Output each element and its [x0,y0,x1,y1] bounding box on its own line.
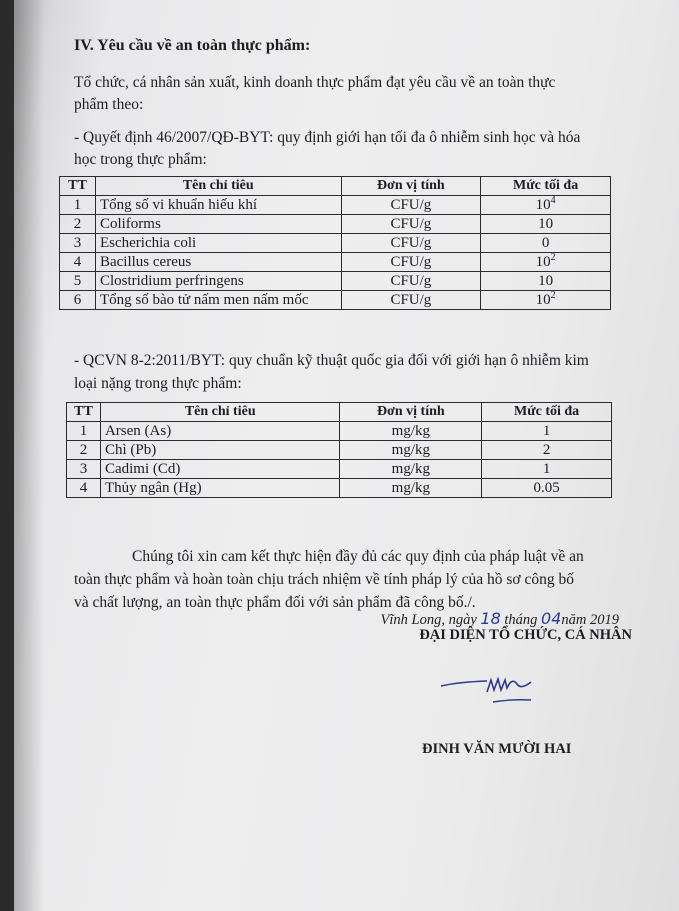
cell-name: Bacillus cereus [95,253,341,272]
max-base: 10 [538,216,554,232]
signer-name: ĐINH VĂN MƯỜI HAI [422,741,572,757]
cell-tt: 5 [60,272,96,291]
regulation2-line-1: - QCVN 8-2:2011/BYT: quy chuẩn kỹ thuật quốc gia đối với giới hạn ô nhiễm kim [74,352,589,369]
table-row [67,460,612,479]
cell-name: Escherichia coli [95,234,341,253]
cell-max: 1 [482,422,612,441]
cell-tt: 2 [60,215,96,234]
cell-unit: CFU/g [341,291,481,310]
cell-tt: 3 [67,460,101,479]
cell-max: 1 [482,460,612,479]
commitment-line-3: và chất lượng, an toàn thực phẩm đối với sản phẩm đã công bố./. [74,594,476,611]
table-header-row [67,403,612,422]
cell-max [481,196,611,215]
header-name: Tên chỉ tiêu [100,403,340,422]
cell-tt: 4 [67,479,101,498]
table-row [67,422,612,441]
cell-tt: 4 [60,253,96,272]
header-tt: TT [67,403,101,422]
cell-unit: mg/kg [340,441,482,460]
table-row [67,441,612,460]
max-base: 10 [535,254,551,270]
cell-max: 2 [482,441,612,460]
cell-name: Tổng số bào tử nấm men nấm mốc [95,291,341,310]
table-row [60,253,611,272]
intro-line-2: phẩm theo: [74,96,144,113]
heavy-metal-limits-table [66,402,612,498]
handwritten-day: 18 [480,609,501,628]
month-label: tháng [504,612,538,628]
place-prefix: Vĩnh Long, ngày [380,612,477,628]
representative-title: ĐẠI DIỆN TỔ CHỨC, CÁ NHÂN [419,627,632,643]
section-heading: IV. Yêu cầu về an toàn thực phẩm: [74,37,311,54]
max-base: 0 [541,235,550,251]
table-row [60,272,611,291]
regulation2-line-2: loại nặng trong thực phẩm: [74,375,242,392]
cell-name: Tổng số vi khuẩn hiếu khí [95,196,341,215]
header-tt: TT [60,177,96,196]
cell-tt: 6 [60,291,96,310]
cell-unit: CFU/g [341,234,481,253]
cell-unit: CFU/g [341,253,481,272]
handwritten-signature [439,670,549,715]
cell-max [481,253,611,272]
commitment-line-1: Chúng tôi xin cam kết thực hiện đầy đủ các quy định của pháp luật về an [132,548,584,565]
max-exponent: 2 [550,290,556,301]
table-row [60,215,611,234]
cell-max: 0.05 [482,479,612,498]
cell-tt: 1 [60,196,96,215]
place-and-date [381,609,620,629]
max-base: 10 [538,273,554,289]
cell-tt: 3 [60,234,96,253]
cell-max [481,215,611,234]
cell-unit: mg/kg [340,460,482,479]
header-name: Tên chỉ tiêu [95,177,341,196]
header-unit: Đơn vị tính [341,177,481,196]
cell-name: Arsen (As) [100,422,340,441]
cell-tt: 1 [67,422,101,441]
commitment-line-2: toàn thực phẩm và hoàn toàn chịu trách nhiệm về tính pháp lý của hồ sơ công bố [74,571,574,588]
microbial-limits-table [59,176,611,310]
max-base: 10 [535,197,551,213]
document-page [14,0,679,911]
cell-name: Coliforms [95,215,341,234]
cell-unit: CFU/g [341,196,481,215]
header-max: Mức tối đa [482,403,612,422]
header-unit: Đơn vị tính [340,403,482,422]
cell-max [481,234,611,253]
cell-max [481,272,611,291]
cell-unit: CFU/g [341,215,481,234]
cell-unit: CFU/g [341,272,481,291]
cell-unit: mg/kg [340,422,482,441]
handwritten-month: 04 [541,609,562,628]
max-exponent: 2 [550,252,556,263]
cell-name: Thủy ngân (Hg) [100,479,340,498]
cell-max [481,291,611,310]
cell-tt: 2 [67,441,101,460]
table-row [60,234,611,253]
cell-unit: mg/kg [340,479,482,498]
table-row [60,291,611,310]
table-row [67,479,612,498]
max-base: 10 [535,292,551,308]
cell-name: Cadimi (Cd) [100,460,340,479]
table-header-row [60,177,611,196]
intro-line-1: Tổ chức, cá nhân sản xuất, kinh doanh thực phẩm đạt yêu cầu về an toàn thực [74,74,556,91]
header-max: Mức tối đa [481,177,611,196]
cell-name: Chì (Pb) [100,441,340,460]
year-text: năm 2019 [561,612,619,628]
max-exponent: 4 [550,195,556,206]
regulation1-line-1: - Quyết định 46/2007/QĐ-BYT: quy định giới hạn tối đa ô nhiễm sinh học và hóa [74,129,581,146]
regulation1-line-2: học trong thực phẩm: [74,151,207,168]
page-binding-shadow [14,0,44,911]
cell-name: Clostridium perfringens [95,272,341,291]
table-row [60,196,611,215]
